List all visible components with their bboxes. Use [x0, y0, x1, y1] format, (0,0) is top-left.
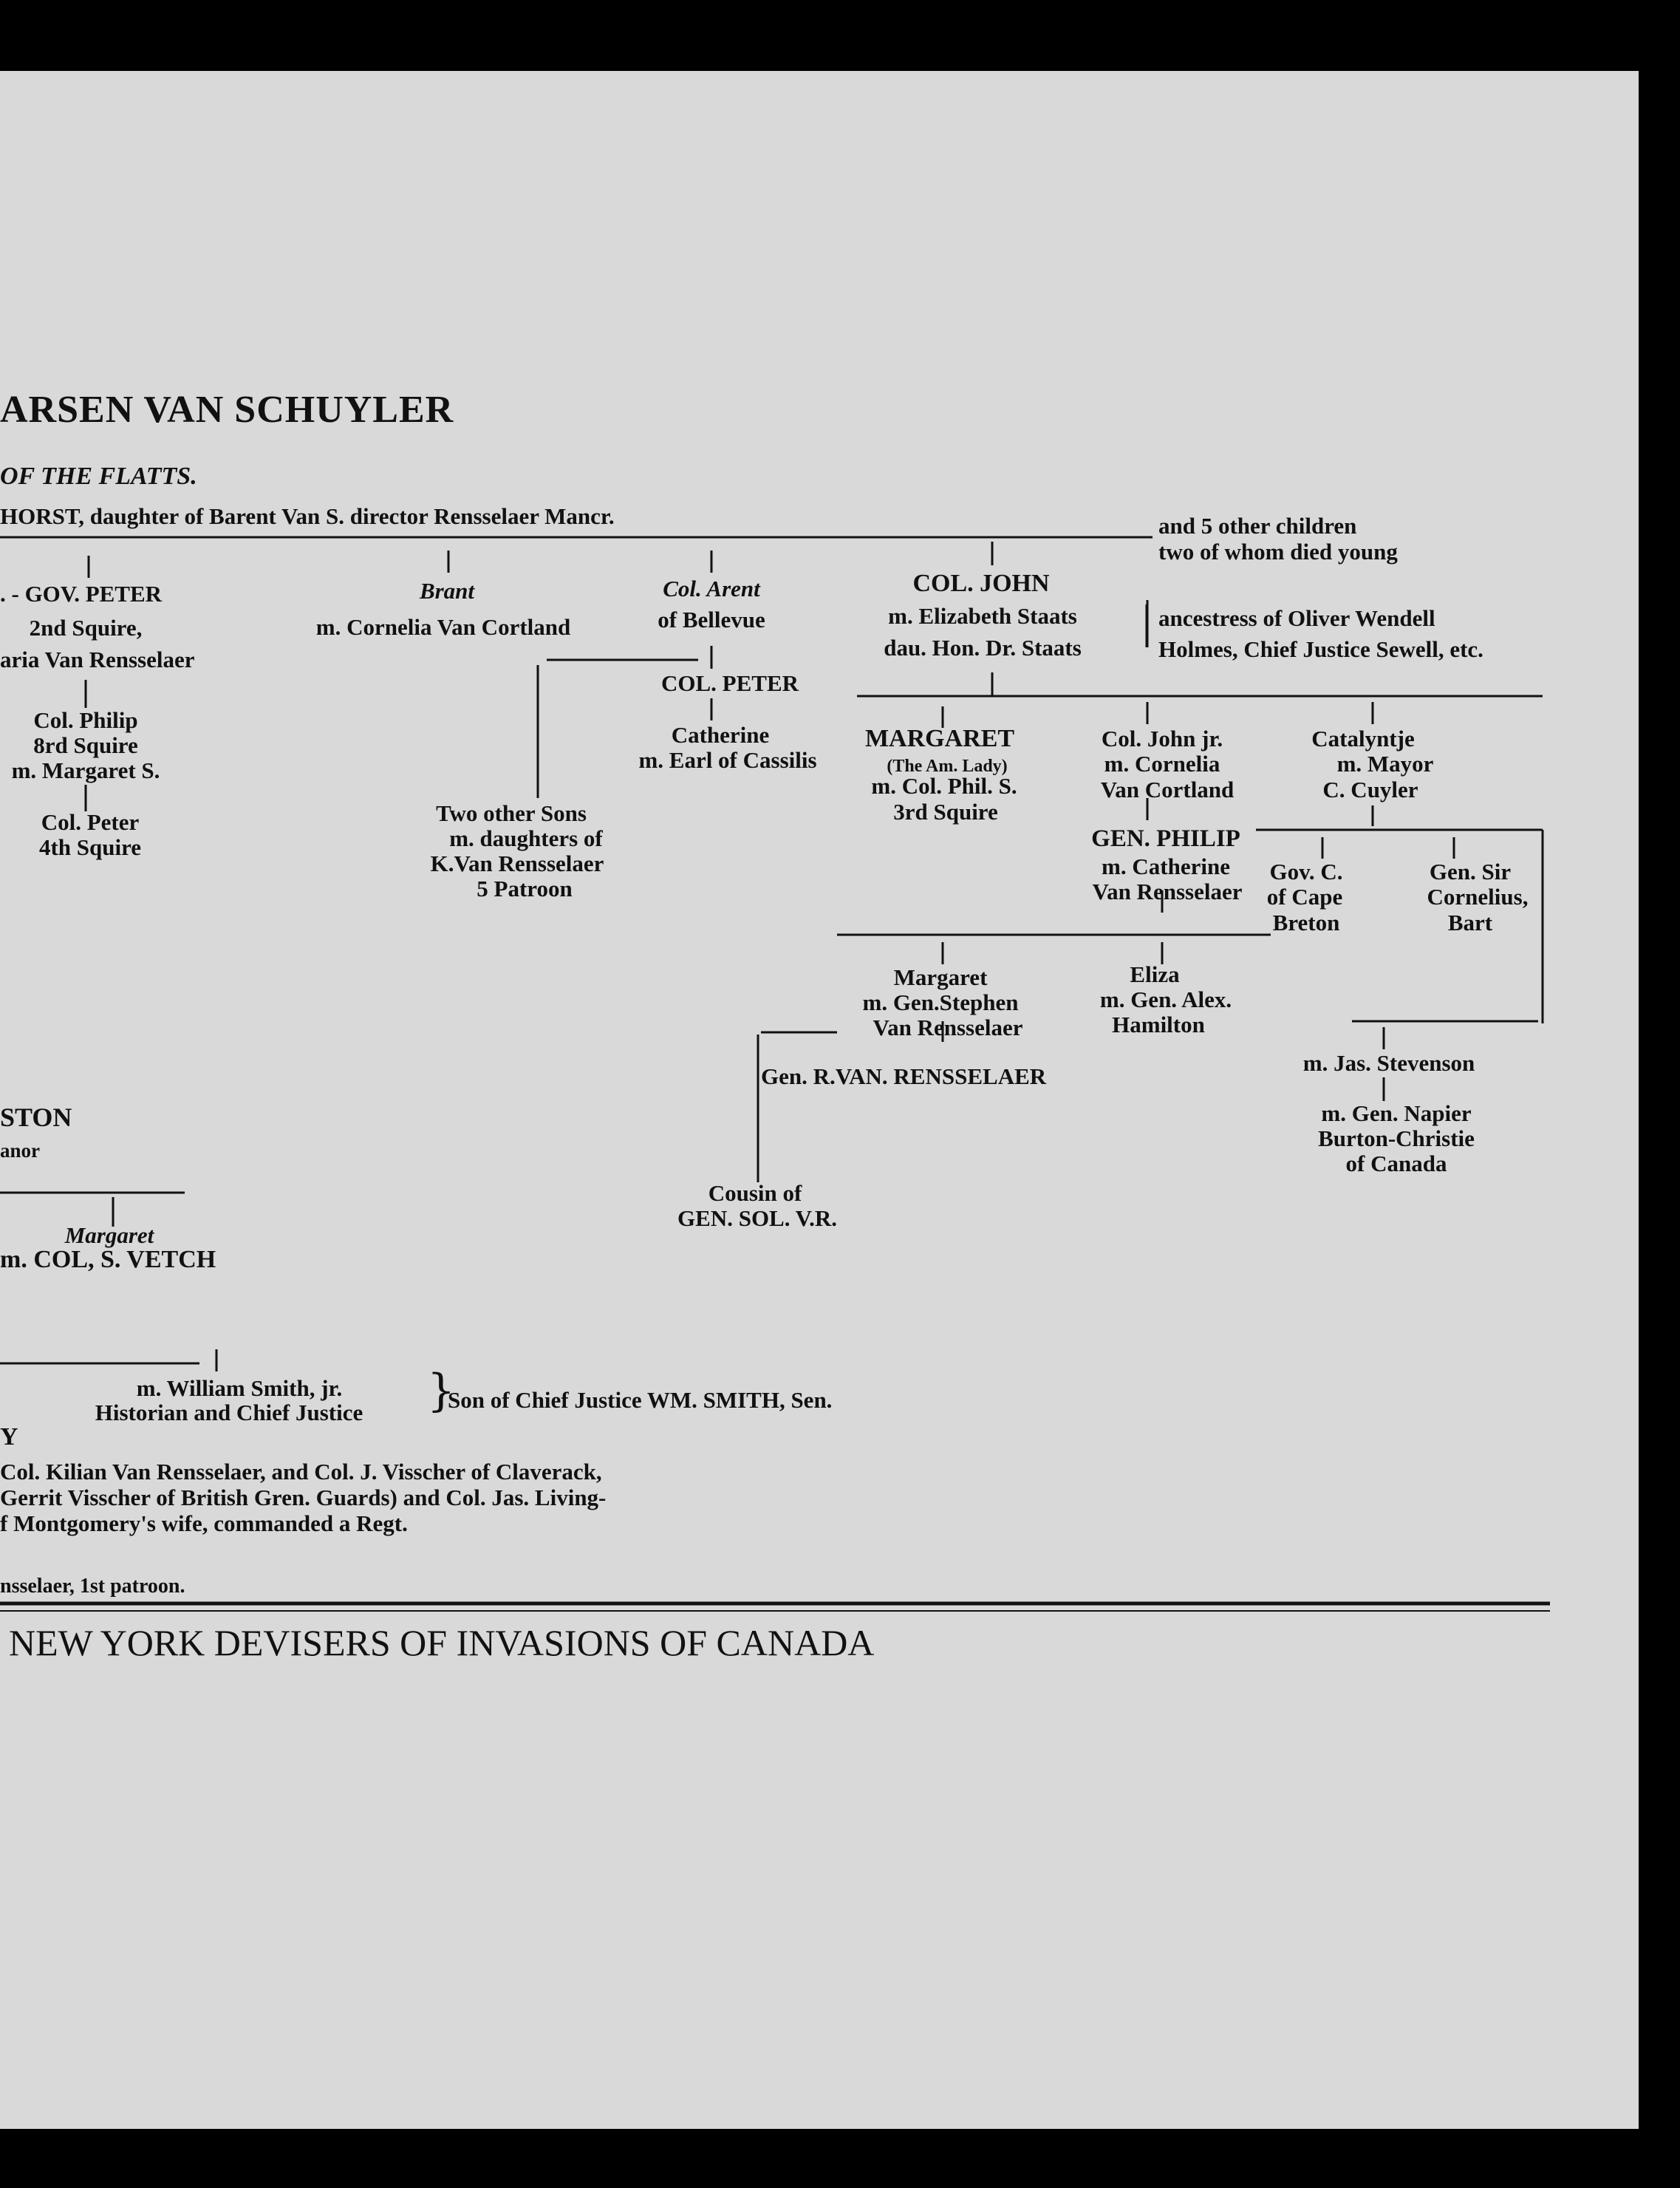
node-of-canada: of Canada [1345, 1151, 1447, 1176]
node-son-of-chief-justice: Son of Chief Justice WM. SMITH, Sen. [448, 1387, 833, 1413]
node-m-earl-of-cassilis: m. Earl of Cassilis [638, 747, 817, 773]
node-m-jas-stevenson: m. Jas. Stevenson [1302, 1050, 1475, 1076]
node-brant: Brant [419, 578, 475, 604]
top-right-note-1: and 5 other children [1158, 513, 1357, 539]
node-m-gen-napier: m. Gen. Napier [1321, 1100, 1472, 1126]
node-m-col-phil-s: m. Col. Phil. S. [871, 773, 1017, 799]
node-of-bellevue: of Bellevue [658, 607, 765, 633]
node-bart: Bart [1447, 910, 1493, 935]
node-m-daughters-of: m. daughters of [449, 825, 603, 851]
node-margaret-2: Margaret [893, 964, 988, 990]
node-col-john-jr: Col. John jr. [1101, 726, 1223, 752]
node-anor: anor [0, 1139, 40, 1162]
node-van-rensselaer-1: Van Rensselaer [1092, 879, 1243, 904]
node-van-rensselaer-2: Van Rensselaer [873, 1015, 1023, 1040]
node-y-fragment: Y [0, 1423, 18, 1451]
node-gov-peter: . - GOV. PETER [0, 581, 163, 607]
node-gen-sol-vr: GEN. SOL. V.R. [677, 1205, 837, 1231]
node-m-margaret-s: m. Margaret S. [11, 757, 160, 783]
node-m-cornelia-van-cortland: m. Cornelia Van Cortland [315, 614, 571, 640]
node-catherine: Catherine [671, 722, 770, 748]
node-col-peter: COL. PETER [660, 670, 799, 696]
node-margaret-caps: MARGARET [864, 725, 1015, 752]
node-third-squire-1: 8rd Squire [33, 732, 138, 758]
note-line-2: Gerrit Visscher of British Gren. Guards) and Col. Jas. Living- [0, 1485, 607, 1510]
node-breton: Breton [1272, 910, 1340, 935]
note-line-4: nsselaer, 1st patroon. [0, 1575, 185, 1598]
node-gov-c: Gov. C. [1269, 859, 1343, 885]
node-ancestress-2: Holmes, Chief Justice Sewell, etc. [1158, 636, 1483, 662]
node-historian: Historian and Chief Justice [95, 1400, 363, 1425]
node-m-gen-stephen: m. Gen.Stephen [862, 989, 1019, 1015]
node-five-patroon: 5 Patroon [477, 876, 573, 902]
node-gen-r-van-rensselaer: Gen. R.VAN. RENSSELAER [761, 1063, 1047, 1089]
node-m-elizabeth-staats: m. Elizabeth Staats [888, 603, 1077, 629]
node-m-william-smith: m. William Smith, jr. [136, 1375, 343, 1401]
node-m-catherine: m. Catherine [1102, 853, 1230, 879]
top-right-note-2: two of whom died young [1158, 539, 1398, 565]
node-catalyntje: Catalyntje [1311, 726, 1415, 752]
node-gen-philip: GEN. PHILIP [1091, 825, 1240, 852]
node-m-col-s-vetch: m. COL, S. VETCH [0, 1246, 216, 1273]
node-ston: STON [0, 1102, 72, 1132]
node-m-gen-alex: m. Gen. Alex. [1099, 986, 1232, 1012]
node-col-peter-4: Col. Peter [41, 809, 140, 835]
node-dau-hon-dr-staats: dau. Hon. Dr. Staats [884, 635, 1082, 661]
node-ancestress-1: ancestress of Oliver Wendell [1158, 605, 1435, 631]
node-the-am-lady: (The Am. Lady) [887, 757, 1008, 776]
brace-icon: } [427, 1365, 456, 1417]
node-col-philip-1: Col. Philip [33, 707, 138, 733]
node-cousin-of: Cousin of [708, 1180, 802, 1206]
node-hamilton: Hamilton [1112, 1012, 1205, 1037]
node-m-cornelia: m. Cornelia [1104, 751, 1220, 777]
node-c-cuyler: C. Cuyler [1322, 777, 1418, 802]
note-line-1: Col. Kilian Van Rensselaer, and Col. J. Visscher of Claverack, [0, 1459, 602, 1485]
node-k-van-rensselaer: K.Van Rensselaer [430, 851, 604, 876]
note-line-3: f Montgomery's wife, commanded a Regt. [0, 1510, 408, 1536]
node-two-other-sons: Two other Sons [436, 800, 587, 826]
node-third-squire-2: 3rd Squire [893, 799, 998, 825]
node-fourth-squire: 4th Squire [38, 834, 142, 860]
node-aria-van-rensselaer: aria Van Rensselaer [0, 647, 195, 672]
node-second-squire: 2nd Squire, [29, 615, 143, 641]
node-col-arent: Col. Arent [663, 576, 760, 601]
header-title: ARSEN VAN SCHUYLER [0, 389, 454, 431]
node-burton-christie: Burton-Christie [1318, 1125, 1475, 1151]
node-cornelius: Cornelius, [1427, 884, 1529, 910]
node-van-cortland: Van Cortland [1100, 777, 1235, 802]
node-gen-sir: Gen. Sir [1429, 859, 1512, 885]
footer-title: NEW YORK DEVISERS OF INVASIONS OF CANADA [9, 1622, 875, 1663]
node-eliza: Eliza [1130, 961, 1180, 987]
header-spouse-line: HORST, daughter of Barent Van S. director Rensselaer Mancr. [0, 503, 615, 529]
node-col-john: COL. JOHN [912, 570, 1050, 597]
node-margaret-italic: Margaret [64, 1222, 154, 1248]
node-of-cape: of Cape [1266, 884, 1343, 910]
header-subtitle: OF THE FLATTS. [0, 463, 197, 490]
node-m-mayor: m. Mayor [1336, 751, 1434, 777]
